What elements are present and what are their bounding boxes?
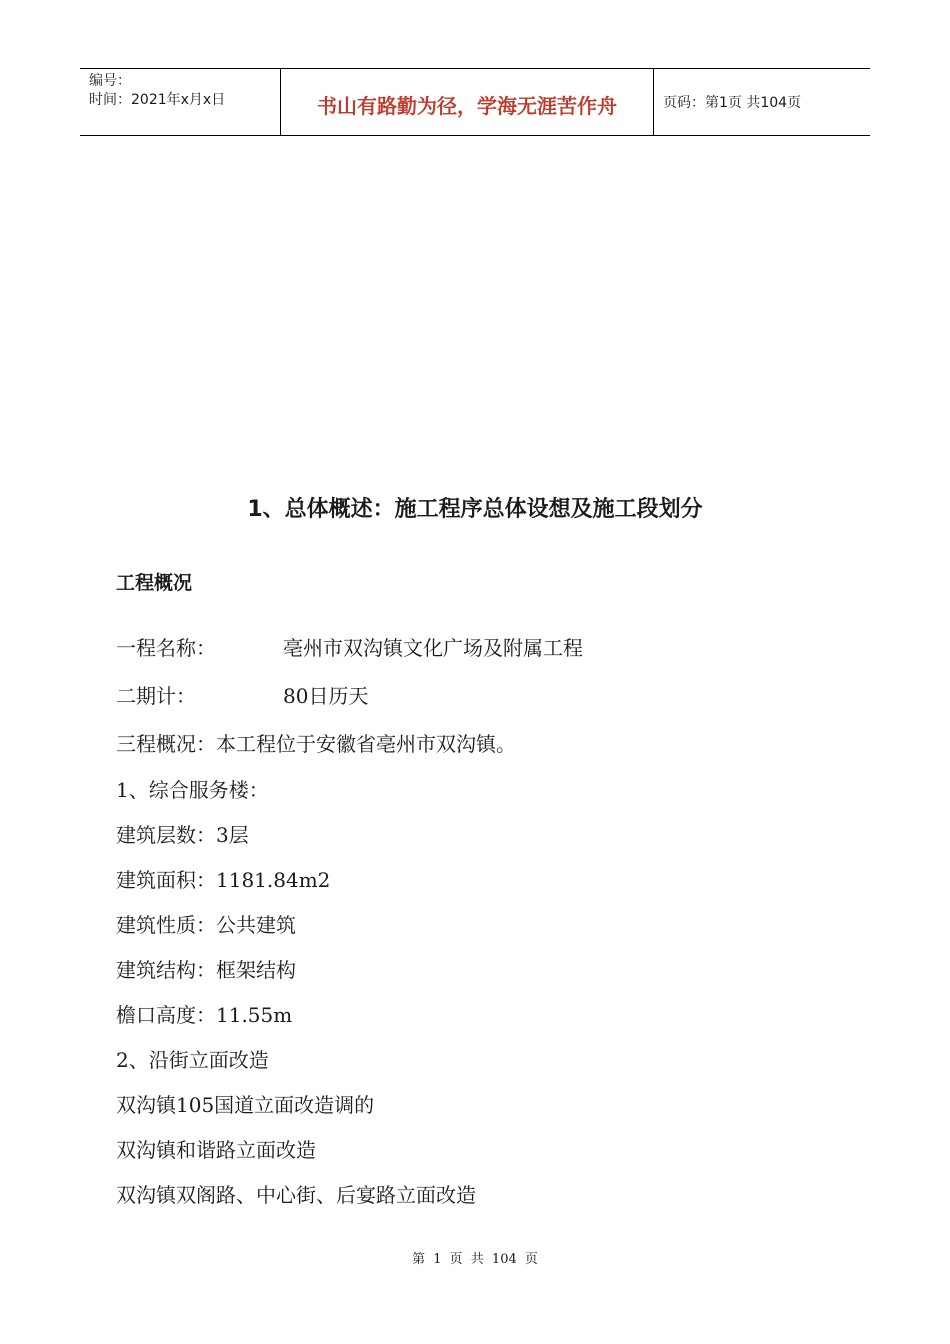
time-label: 时间：2021年x月x日 — [89, 92, 226, 108]
overview-text: 三程概况：本工程位于安徽省亳州市双沟镇。 — [116, 732, 516, 756]
text-line: 2、沿街立面改造 — [116, 1048, 269, 1072]
section-heading: 工程概况 — [116, 572, 193, 594]
period-label: 二期计： — [116, 684, 196, 708]
header-page-info: 页码：第1页 共104页 — [663, 95, 802, 111]
project-name-value: 亳州市双沟镇文化广场及附属工程 — [283, 636, 583, 660]
project-name-label: 一程名称： — [116, 636, 216, 660]
text-line: 建筑层数：3层 — [116, 823, 249, 847]
text-line: 建筑性质：公共建筑 — [116, 913, 296, 937]
header-meta — [80, 69, 281, 135]
text-line: 双沟镇和谐路立面改造 — [116, 1138, 316, 1162]
text-line: 双沟镇105国道立面改造调的 — [116, 1093, 375, 1117]
text-line: 1、综合服务楼： — [116, 778, 269, 802]
text-line: 建筑面积：1181.84m2 — [116, 868, 331, 892]
page-header — [80, 68, 870, 136]
text-line: 檐口高度：11.55m — [116, 1003, 293, 1027]
number-label: 编号： — [89, 73, 131, 89]
text-line: 建筑结构：框架结构 — [116, 958, 296, 982]
text-line: 双沟镇双阁路、中心街、后宴路立面改造 — [116, 1183, 476, 1207]
header-motto: 书山有路勤为径，学海无涯苦作舟 — [281, 69, 654, 135]
document-title: 1、总体概述：施工程序总体设想及施工段划分 — [247, 497, 703, 522]
page-footer: 第 1 页 共 104 页 — [412, 1252, 538, 1267]
period-value: 80日历天 — [283, 684, 369, 708]
